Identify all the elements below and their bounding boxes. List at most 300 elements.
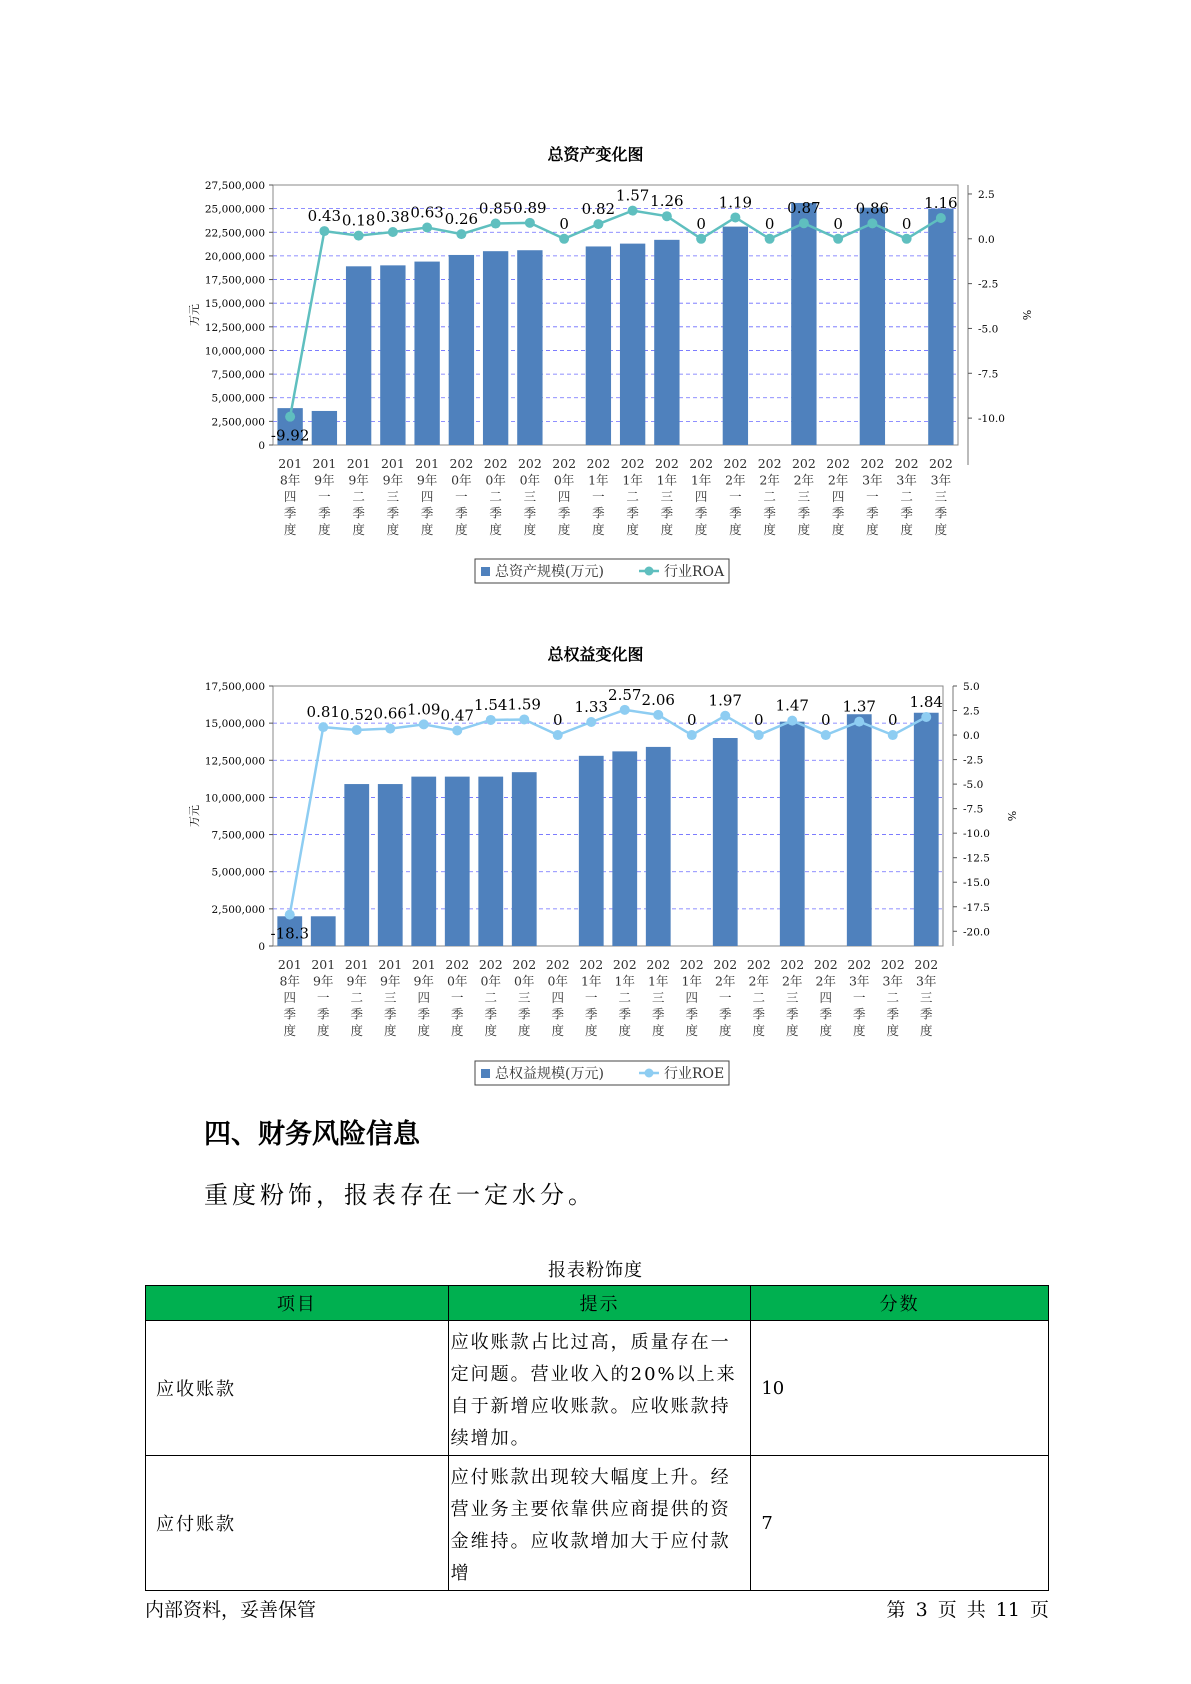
x-tick-label: 季	[386, 505, 400, 521]
x-tick-label: 季	[489, 505, 502, 521]
y-tick-label: 20,000,000	[204, 250, 265, 263]
bar	[517, 250, 542, 445]
x-tick-label: 0年	[451, 472, 472, 488]
x-tick-label: 二	[352, 489, 365, 504]
x-tick-label: 201	[278, 456, 303, 471]
x-tick-label: 四	[420, 489, 434, 504]
x-tick-label: 202	[780, 957, 805, 972]
x-tick-label: 二	[626, 489, 639, 504]
x-tick-label: 202	[620, 456, 645, 471]
data-label: 0.85	[478, 199, 513, 218]
y2-tick-label: -2.5	[963, 754, 984, 767]
x-tick-label: 季	[557, 505, 571, 521]
x-tick-label: 9年	[346, 973, 367, 989]
x-tick-label: 季	[685, 1006, 699, 1022]
y2-tick-label: -20.0	[963, 926, 990, 939]
y2-tick-label: -7.5	[978, 368, 999, 381]
x-tick-label: 0年	[480, 973, 501, 989]
line-point	[720, 711, 730, 721]
y2-axis-label: %	[1005, 810, 1018, 822]
line-point	[696, 234, 706, 244]
data-label: 1.37	[842, 697, 876, 716]
row-score: 10	[751, 1321, 1049, 1456]
line-point	[559, 234, 569, 244]
line-point	[285, 910, 295, 920]
x-tick-label: 202	[545, 957, 570, 972]
bar	[449, 255, 474, 445]
x-tick-label: 季	[316, 1006, 330, 1022]
line-point	[765, 234, 775, 244]
x-tick-label: 201	[344, 957, 369, 972]
x-tick-label: 202	[791, 456, 816, 471]
bar	[346, 266, 371, 445]
x-tick-label: 一	[592, 489, 605, 504]
x-tick-label: 9年	[382, 472, 404, 488]
x-tick-label: 202	[478, 957, 503, 972]
x-tick-label: 度	[417, 1023, 431, 1038]
x-tick-label: 季	[852, 1006, 866, 1022]
x-tick-label: 季	[934, 505, 948, 521]
y-tick-label: 10,000,000	[204, 792, 265, 805]
header-hint: 提示	[448, 1286, 751, 1321]
line-point	[653, 710, 663, 720]
x-tick-label: 季	[584, 1006, 598, 1022]
line-point	[388, 227, 398, 237]
x-tick-label: 季	[484, 1006, 498, 1022]
total-assets-chart-svg	[0, 170, 1191, 590]
data-label: 0.86	[855, 199, 890, 218]
x-tick-label: 四	[283, 489, 297, 504]
x-tick-label: 二	[484, 990, 498, 1005]
x-tick-label: 度	[866, 522, 879, 537]
y2-tick-label: -5.0	[963, 779, 984, 792]
x-tick-label: 度	[350, 1023, 364, 1038]
y-tick-label: 15,000,000	[204, 298, 265, 311]
legend-bar-swatch	[481, 567, 490, 576]
plot-area	[270, 686, 943, 946]
x-tick-label: 四	[551, 990, 565, 1005]
bar	[344, 784, 369, 946]
x-tick-label: 202	[552, 456, 577, 471]
x-tick-label: 季	[752, 1006, 766, 1022]
x-tick-label: 季	[318, 505, 331, 521]
x-tick-label: 0年	[547, 973, 568, 989]
x-tick-label: 季	[785, 1006, 799, 1022]
x-tick-label: 202	[723, 456, 748, 471]
x-tick-label: 度	[383, 1023, 397, 1038]
y-tick-label: 25,000,000	[204, 203, 265, 216]
x-tick-label: 度	[283, 522, 297, 537]
x-tick-label: 度	[455, 522, 468, 537]
x-tick-label: 202	[894, 456, 919, 471]
x-tick-label: 二	[618, 990, 632, 1005]
x-tick-label: 202	[654, 456, 679, 471]
line-point	[385, 724, 395, 734]
x-tick-label: 度	[763, 522, 776, 537]
x-tick-label: 一	[852, 990, 866, 1005]
data-label: 1.19	[718, 193, 753, 212]
legend-line-marker	[645, 567, 654, 576]
data-label: 0	[559, 214, 569, 233]
x-tick-label: 一	[729, 489, 742, 504]
data-label: 1.59	[507, 695, 541, 714]
x-tick-label: 三	[523, 489, 537, 504]
x-tick-label: 季	[352, 505, 365, 521]
data-label: 0.82	[581, 200, 616, 219]
x-tick-label: 季	[450, 1006, 464, 1022]
x-tick-label: 1年	[690, 472, 712, 488]
x-tick-label: 201	[277, 957, 302, 972]
legend-line-label: 行业ROE	[664, 1066, 725, 1082]
x-tick-label: 202	[880, 957, 905, 972]
y-tick-label: 0	[258, 440, 265, 452]
x-tick-label: 季	[283, 505, 297, 521]
risk-summary: 重度粉饰，报表存在一定水分。	[204, 1181, 596, 1209]
x-tick-label: 季	[919, 1006, 933, 1022]
bar	[620, 244, 645, 445]
line-point	[799, 218, 809, 228]
x-tick-label: 0年	[514, 973, 535, 989]
x-tick-label: 季	[420, 505, 434, 521]
x-tick-label: 202	[483, 456, 508, 471]
x-tick-label: 度	[352, 522, 365, 537]
x-tick-label: 四	[819, 990, 833, 1005]
line-point	[319, 226, 329, 236]
legend-bar-label: 总资产规模(万元)	[495, 564, 604, 580]
x-tick-label: 三	[785, 990, 799, 1005]
x-tick-label: 一	[718, 990, 732, 1005]
data-label: 2.57	[608, 685, 642, 704]
x-tick-label: 度	[685, 1023, 699, 1038]
bar	[579, 756, 604, 946]
bar	[791, 203, 816, 445]
data-label: 0.66	[373, 704, 407, 723]
data-label: 0	[552, 711, 563, 730]
x-tick-label: 9年	[313, 973, 334, 989]
x-tick-label: 1年	[648, 973, 669, 989]
x-tick-label: 一	[316, 990, 330, 1005]
y2-tick-label: -12.5	[963, 852, 990, 865]
x-tick-label: 度	[752, 1023, 766, 1038]
x-tick-label: 202	[813, 957, 838, 972]
x-tick-label: 3年	[882, 973, 903, 989]
x-tick-label: 202	[512, 957, 537, 972]
x-tick-label: 一	[318, 489, 331, 504]
y2-tick-label: -7.5	[963, 803, 984, 816]
x-tick-label: 四	[283, 990, 297, 1005]
x-tick-label: 202	[713, 957, 738, 972]
line-point	[620, 705, 630, 715]
line-point	[936, 213, 946, 223]
header-score: 分数	[751, 1286, 1049, 1321]
line-point	[354, 231, 364, 241]
x-tick-label: 202	[679, 957, 704, 972]
x-tick-label: 度	[831, 522, 845, 537]
x-tick-label: 度	[316, 1023, 330, 1038]
y2-axis-label: %	[1020, 309, 1033, 321]
bar	[847, 714, 872, 946]
y-tick-label: 12,500,000	[204, 755, 265, 768]
legend-line-marker	[645, 1069, 654, 1078]
data-label: 1.33	[574, 698, 608, 717]
x-tick-label: 8年	[279, 472, 301, 488]
x-tick-label: 202	[689, 456, 714, 471]
x-tick-label: 度	[900, 522, 913, 537]
data-label: 0.38	[376, 207, 410, 226]
bar	[928, 209, 953, 445]
x-tick-label: 度	[283, 1023, 297, 1038]
data-label: 0	[820, 711, 831, 730]
x-tick-label: 季	[718, 1006, 732, 1022]
x-tick-label: 季	[797, 505, 811, 521]
x-tick-label: 202	[586, 456, 611, 471]
x-tick-label: 季	[350, 1006, 364, 1022]
line-point	[553, 730, 563, 740]
data-label: -9.92	[270, 426, 310, 445]
data-label: -18.3	[270, 924, 309, 943]
x-tick-label: 202	[579, 957, 604, 972]
data-label: 0.26	[444, 210, 479, 229]
x-tick-label: 季	[517, 1006, 531, 1022]
x-tick-label: 度	[651, 1023, 665, 1038]
y-tick-label: 0	[258, 941, 265, 953]
line-point	[687, 730, 697, 740]
x-tick-label: 四	[685, 990, 699, 1005]
x-tick-label: 一	[450, 990, 464, 1005]
x-tick-label: 度	[557, 522, 571, 537]
table-header-row	[146, 1286, 1049, 1321]
x-tick-label: 202	[646, 957, 671, 972]
data-label: 0.47	[440, 706, 474, 725]
bar	[378, 784, 403, 946]
chart-title-total-assets: 总资产变化图	[547, 145, 644, 164]
x-tick-label: 201	[378, 957, 403, 972]
x-tick-label: 度	[420, 522, 434, 537]
x-tick-label: 1年	[588, 472, 609, 488]
x-tick-label: 202	[449, 456, 474, 471]
y2-tick-label: 5.0	[963, 681, 980, 693]
y-tick-label: 17,500,000	[204, 274, 265, 287]
x-tick-label: 度	[592, 522, 605, 537]
x-tick-label: 二	[900, 489, 913, 504]
data-label: 1.57	[615, 186, 650, 205]
x-tick-label: 三	[383, 990, 397, 1005]
y2-tick-label: 2.5	[978, 188, 995, 201]
data-label: 0	[753, 711, 764, 730]
x-tick-label: 三	[934, 489, 948, 504]
line-point	[754, 730, 764, 740]
data-label: 2.06	[641, 690, 675, 709]
x-tick-label: 二	[489, 489, 502, 504]
x-tick-label: 季	[866, 505, 879, 521]
x-tick-label: 度	[852, 1023, 866, 1038]
x-tick-label: 2年	[793, 472, 815, 488]
x-tick-label: 202	[757, 456, 782, 471]
x-tick-label: 201	[411, 957, 436, 972]
data-label: 0	[686, 711, 697, 730]
y-axis-label: 万元	[188, 304, 201, 326]
y-tick-label: 10,000,000	[204, 345, 265, 358]
x-tick-label: 季	[900, 505, 913, 521]
bar	[512, 772, 537, 946]
table-caption: 报表粉饰度	[548, 1260, 643, 1281]
x-tick-label: 度	[919, 1023, 933, 1038]
x-tick-label: 201	[346, 456, 371, 471]
x-tick-label: 度	[489, 522, 502, 537]
x-tick-label: 季	[694, 505, 708, 521]
x-tick-label: 三	[797, 489, 811, 504]
y-tick-label: 12,500,000	[204, 321, 265, 334]
line-point	[452, 725, 462, 735]
data-label: 0.52	[340, 705, 374, 724]
footer-confidential: 内部资料，妥善保管	[145, 1599, 317, 1621]
x-tick-label: 季	[551, 1006, 565, 1022]
x-tick-label: 三	[517, 990, 531, 1005]
chart-title-total-equity: 总权益变化图	[547, 645, 644, 664]
data-label: 0.81	[306, 703, 340, 722]
y2-tick-label: -2.5	[978, 278, 999, 291]
total-equity-chart	[0, 670, 1191, 1090]
x-tick-label: 0年	[553, 472, 575, 488]
x-tick-label: 2年	[748, 973, 769, 989]
x-tick-label: 8年	[279, 973, 300, 989]
data-label: 1.84	[909, 693, 943, 712]
x-tick-label: 三	[651, 990, 665, 1005]
x-tick-label: 2年	[759, 472, 780, 488]
y-tick-label: 5,000,000	[211, 392, 265, 405]
x-tick-label: 季	[455, 505, 468, 521]
line-point	[486, 715, 496, 725]
x-tick-label: 0年	[485, 472, 506, 488]
x-tick-label: 季	[831, 505, 845, 521]
x-tick-label: 0年	[519, 472, 541, 488]
bar	[483, 251, 508, 445]
x-tick-label: 度	[450, 1023, 464, 1038]
data-label: 0.63	[410, 203, 444, 222]
x-tick-label: 度	[819, 1023, 833, 1038]
line-point	[833, 234, 843, 244]
y2-tick-label: -5.0	[978, 323, 999, 336]
x-tick-label: 2年	[782, 973, 803, 989]
x-tick-label: 202	[445, 957, 470, 972]
x-tick-label: 度	[660, 522, 674, 537]
x-tick-label: 季	[660, 505, 674, 521]
bar	[414, 262, 439, 445]
bar	[411, 777, 436, 946]
x-tick-label: 二	[763, 489, 776, 504]
table-row	[146, 1321, 1049, 1456]
total-assets-chart	[0, 170, 1191, 590]
x-tick-label: 度	[785, 1023, 799, 1038]
x-tick-label: 201	[415, 456, 440, 471]
x-tick-label: 度	[729, 522, 742, 537]
x-tick-label: 二	[350, 990, 364, 1005]
x-tick-label: 3年	[930, 472, 952, 488]
line-point	[921, 712, 931, 722]
y-tick-label: 27,500,000	[204, 180, 265, 192]
x-tick-label: 202	[847, 957, 872, 972]
x-tick-label: 一	[455, 489, 468, 504]
row-hint: 应收账款占比过高，质量存在一定问题。营业收入的20%以上来自于新增应收账款。应收账款持续增加。	[448, 1321, 751, 1456]
x-tick-label: 四	[417, 990, 431, 1005]
y-tick-label: 2,500,000	[211, 903, 265, 916]
x-tick-label: 202	[517, 456, 542, 471]
data-label: 1.09	[407, 700, 441, 719]
x-tick-label: 度	[934, 522, 948, 537]
x-tick-label: 1年	[622, 472, 643, 488]
line-point	[662, 211, 672, 221]
line-point	[730, 212, 740, 222]
legend-line-label: 行业ROA	[664, 564, 725, 580]
data-label: 1.47	[775, 696, 809, 715]
line-point	[902, 234, 912, 244]
line-point	[491, 219, 501, 229]
x-tick-label: 二	[752, 990, 766, 1005]
x-tick-label: 度	[618, 1023, 632, 1038]
x-tick-label: 季	[618, 1006, 632, 1022]
line-point	[519, 714, 529, 724]
footer-page-number: 第 3 页 共 11 页	[886, 1599, 1049, 1621]
bar	[646, 747, 671, 946]
x-tick-label: 二	[886, 990, 900, 1005]
data-label: 0.87	[787, 199, 821, 218]
x-tick-label: 季	[651, 1006, 665, 1022]
line-point	[525, 218, 535, 228]
x-tick-label: 一	[584, 990, 598, 1005]
x-tick-label: 201	[311, 957, 336, 972]
x-tick-label: 202	[612, 957, 637, 972]
x-tick-label: 度	[551, 1023, 565, 1038]
y-tick-label: 5,000,000	[211, 866, 265, 879]
data-label: 1.97	[708, 691, 742, 710]
y-tick-label: 22,500,000	[204, 227, 265, 240]
x-tick-label: 1年	[681, 973, 702, 989]
x-tick-label: 度	[386, 522, 400, 537]
x-tick-label: 202	[860, 456, 885, 471]
x-tick-label: 度	[694, 522, 708, 537]
data-label: 0	[901, 214, 912, 233]
x-tick-label: 3年	[916, 973, 937, 989]
data-label: 0.18	[341, 211, 376, 230]
bar	[860, 208, 885, 445]
line-point	[586, 717, 596, 727]
y2-tick-label: -10.0	[978, 413, 1005, 426]
line-point	[456, 229, 466, 239]
x-tick-label: 季	[819, 1006, 833, 1022]
row-hint: 应付账款出现较大幅度上升。经营业务主要依靠供应商提供的资金维持。应收款增加大于应付款增	[448, 1456, 751, 1591]
data-label: 0	[887, 711, 898, 730]
y2-tick-label: -17.5	[963, 901, 990, 914]
x-tick-label: 季	[417, 1006, 431, 1022]
x-tick-label: 季	[592, 505, 605, 521]
risk-table	[145, 1285, 1049, 1591]
bar	[380, 265, 405, 445]
x-tick-label: 2年	[815, 973, 836, 989]
data-label: 0.89	[513, 198, 547, 217]
x-tick-label: 度	[318, 522, 331, 537]
x-tick-label: 季	[626, 505, 639, 521]
line-point	[285, 412, 295, 422]
bar	[914, 713, 939, 946]
x-tick-label: 9年	[314, 472, 335, 488]
bar	[445, 777, 470, 946]
x-tick-label: 202	[928, 456, 953, 471]
legend-bar-label: 总权益规模(万元)	[495, 1066, 604, 1082]
data-label: 1.26	[650, 192, 684, 211]
line-point	[628, 206, 638, 216]
x-tick-label: 9年	[380, 973, 401, 989]
x-tick-label: 9年	[348, 472, 369, 488]
